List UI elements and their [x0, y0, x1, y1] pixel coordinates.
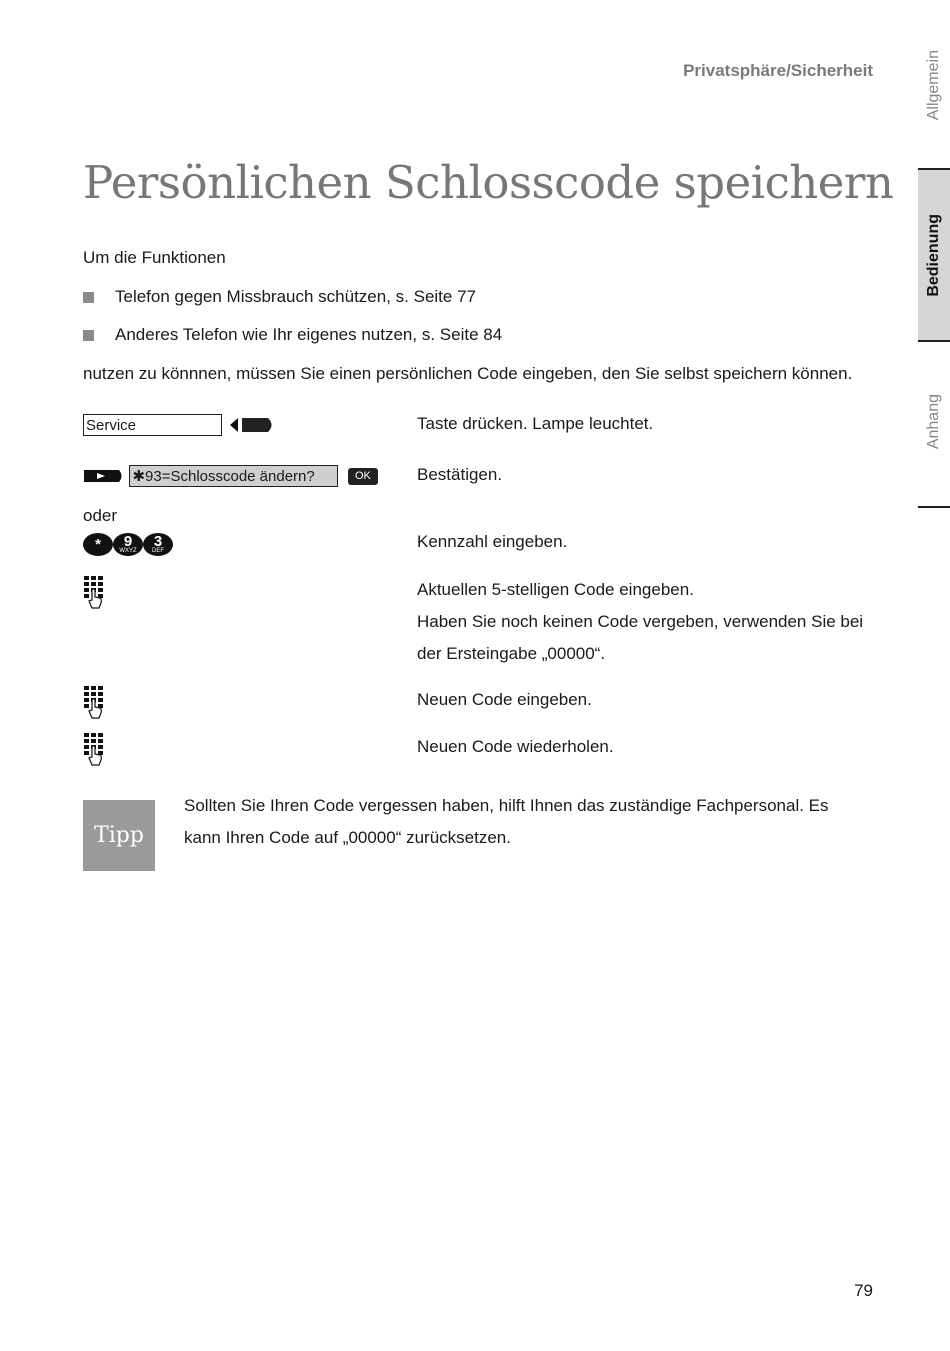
key-9-icon[interactable]	[113, 533, 143, 556]
service-step-text: Taste drücken. Lampe leuchtet.	[417, 414, 654, 433]
outro-text: nutzen zu könnnen, müssen Sie einen persönlichen Code eingeben, den Sie selbst speichern können.	[83, 364, 853, 383]
service-step-controls	[83, 414, 276, 436]
code-display: ✱93=Schlosscode ändern?	[129, 465, 338, 487]
intro-text: Um die Funktionen	[83, 248, 226, 267]
keypad-icon	[83, 575, 107, 614]
key-letters: WXYZ	[119, 547, 137, 554]
repeat-code-text: Neuen Code wiederholen.	[417, 737, 614, 756]
page-title: Persönlichen Schlosscode speichern	[83, 156, 894, 209]
key-digit: 3	[153, 532, 163, 550]
current-code-instruction: Aktuellen 5-stelligen Code eingeben.	[417, 580, 694, 599]
tab-label: Allgemein	[925, 49, 942, 121]
confirm-step-controls	[83, 465, 378, 487]
current-code-text	[417, 574, 887, 670]
tab-label: Anhang	[925, 394, 942, 450]
list-item-text: Telefon gegen Missbrauch schützen, s. Seite 77	[115, 287, 476, 306]
service-display: Service	[83, 414, 222, 436]
code-step-text: Kennzahl eingeben.	[417, 532, 568, 551]
oder-label: oder	[83, 506, 118, 525]
confirm-step-text: Bestätigen.	[417, 465, 503, 484]
code-keys	[83, 533, 173, 556]
current-code-hint: Haben Sie noch keinen Code vergeben, verwenden Sie bei der Ersteingabe „00000“.	[417, 612, 864, 663]
arrow-key-icon[interactable]	[83, 466, 125, 486]
keypad-icon	[83, 732, 107, 771]
section-header: Privatsphäre/Sicherheit	[683, 61, 873, 80]
ok-button[interactable]: OK	[348, 468, 378, 485]
new-code-text: Neuen Code eingeben.	[417, 690, 592, 709]
bullet-square-icon	[83, 330, 94, 341]
tab-bedienung[interactable]	[918, 168, 950, 342]
keypad-icon	[83, 685, 107, 724]
tab-label: Bedienung	[925, 213, 942, 297]
key-letters: DEF	[152, 547, 164, 554]
list-item	[83, 325, 502, 345]
tab-anhang[interactable]	[918, 338, 950, 508]
star-key-icon[interactable]: *	[83, 533, 113, 556]
key-digit: 9	[123, 532, 133, 550]
key-3-icon[interactable]	[143, 533, 173, 556]
page-number: 79	[854, 1281, 873, 1300]
list-item	[83, 287, 476, 307]
service-key-icon[interactable]	[226, 414, 276, 436]
tip-text: Sollten Sie Ihren Code vergessen haben, hilft Ihnen das zuständige Fachpersonal. Es kann Ihren Code auf „00000“ zurücksetzen.	[184, 796, 829, 847]
tip-badge: Tipp	[83, 800, 155, 871]
tab-allgemein[interactable]	[918, 30, 950, 140]
bullet-square-icon	[83, 292, 94, 303]
list-item-text: Anderes Telefon wie Ihr eigenes nutzen, s. Seite 84	[115, 325, 503, 344]
